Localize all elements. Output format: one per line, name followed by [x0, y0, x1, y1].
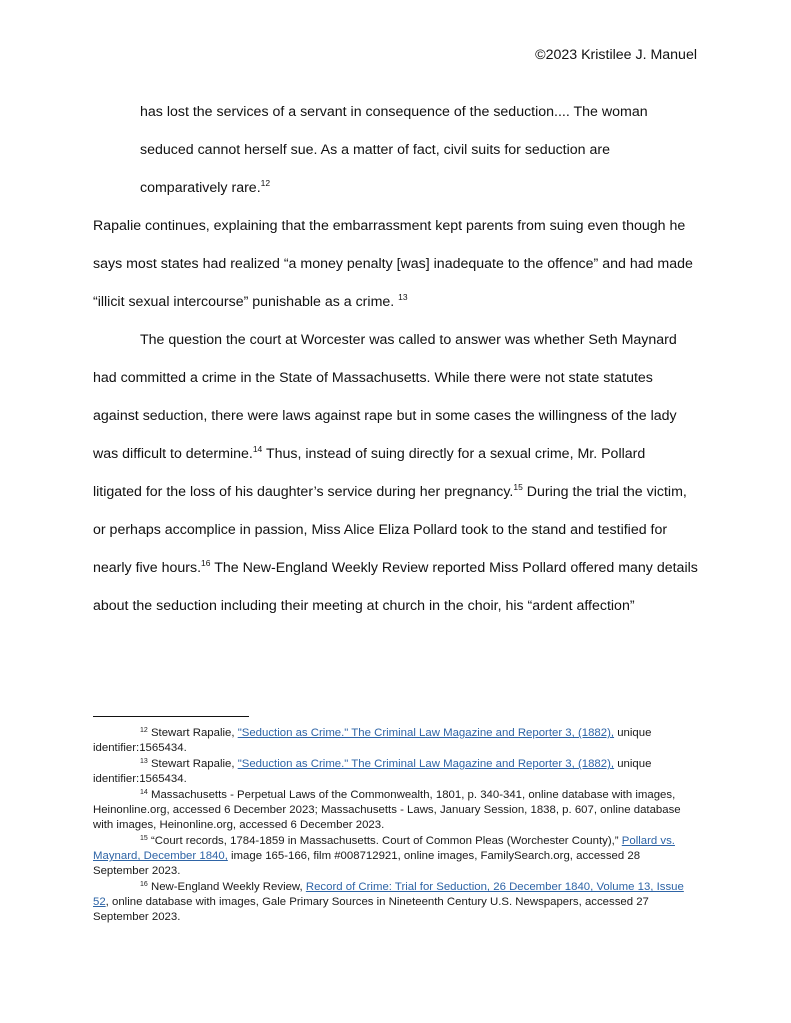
- footnote-14: [140, 788, 675, 802]
- footnote-line: with images, Heinonline.org, accessed 6 December 2023.: [93, 819, 385, 831]
- footnote-ref-12[interactable]: 12: [260, 178, 271, 188]
- paragraph-line: [93, 445, 645, 463]
- footnote-link[interactable]: "Seduction as Crime." The Criminal Law Magazine and Reporter 3, (1882),: [237, 727, 615, 739]
- footnote-separator: [93, 716, 249, 717]
- footnote-link[interactable]: Maynard, December 1840,: [93, 850, 228, 862]
- quote-line: seduced cannot herself sue. As a matter of fact, civil suits for seduction are: [140, 142, 611, 158]
- footnote-text: unique: [614, 727, 652, 739]
- footnote-number: 15: [140, 835, 148, 842]
- quote-line: has lost the services of a servant in consequence of the seduction.... The woman: [140, 104, 648, 120]
- footnote-line: [93, 849, 640, 863]
- paragraph-line: had committed a crime in the State of Massachusetts. While there were not state statutes: [93, 370, 653, 386]
- paragraph-line: [93, 483, 687, 501]
- paragraph-text: During the trial the victim,: [522, 484, 687, 500]
- footnote-text: unique: [614, 758, 652, 770]
- footnote-link[interactable]: 52: [93, 896, 106, 908]
- footnote-16: [140, 880, 684, 894]
- footnote-line: Heinonline.org, accessed 6 December 2023; Massachusetts - Laws, January Session, 1838, p. 607, online database: [93, 804, 681, 816]
- footnote-link[interactable]: Record of Crime: Trial for Seduction, 26 December 1840, Volume 13, Issue: [305, 881, 684, 893]
- footnote-12: [140, 726, 651, 740]
- paragraph-line: against seduction, there were laws against rape but in some cases the willingness of the lady: [93, 408, 677, 424]
- paragraph-text: “illicit sexual intercourse” punishable as a crime.: [93, 294, 399, 310]
- quote-text: comparatively rare.: [140, 180, 261, 196]
- footnote-line: September 2023.: [93, 865, 181, 877]
- footnote-number: 13: [140, 758, 148, 765]
- paragraph-line: about the seduction including their meeting at church in the choir, his “ardent affection”: [93, 598, 635, 614]
- footnote-number: 16: [140, 881, 148, 888]
- footnote-ref-16[interactable]: 16: [201, 558, 211, 568]
- copyright-header: ©2023 Kristilee J. Manuel: [535, 47, 697, 63]
- paragraph-text: was difficult to determine.: [93, 446, 253, 462]
- footnote-link[interactable]: "Seduction as Crime." The Criminal Law Magazine and Reporter 3, (1882),: [237, 758, 615, 770]
- footnote-text: Massachusetts - Perpetual Laws of the Commonwealth, 1801, p. 340-341, online database with images,: [147, 789, 676, 801]
- paragraph-text: litigated for the loss of his daughter’s service during her pregnancy.: [93, 484, 514, 500]
- paragraph-line: [93, 293, 408, 311]
- footnote-15: [140, 834, 675, 848]
- paragraph-line: or perhaps accomplice in passion, Miss Alice Eliza Pollard took to the stand and testified for: [93, 522, 668, 538]
- footnote-ref-14[interactable]: 14: [252, 444, 263, 454]
- footnote-text: Stewart Rapalie,: [147, 758, 238, 770]
- footnote-13: [140, 757, 651, 771]
- footnote-link[interactable]: Pollard vs.: [621, 835, 675, 847]
- quote-line: [140, 179, 270, 197]
- footnote-line: identifier:1565434.: [93, 773, 187, 785]
- footnote-line: [93, 895, 649, 909]
- paragraph-line: Rapalie continues, explaining that the embarrassment kept parents from suing even though he: [93, 218, 686, 234]
- footnote-ref-15[interactable]: 15: [513, 482, 523, 492]
- footnote-text: “Court records, 1784-1859 in Massachusetts. Court of Common Pleas (Worchester County),”: [147, 835, 622, 847]
- paragraph-line: [93, 559, 698, 577]
- footnote-text: image 165-166, film #008712921, online images, FamilySearch.org, accessed 28: [227, 850, 641, 862]
- paragraph-line: says most states had realized “a money penalty [was] inadequate to the offence” and had made: [93, 256, 693, 272]
- footnote-line: September 2023.: [93, 911, 181, 923]
- paragraph-text: nearly five hours.: [93, 560, 202, 576]
- footnote-text: , online database with images, Gale Primary Sources in Nineteenth Century U.S. Newspapers, accessed 27: [105, 896, 649, 908]
- footnote-text: New-England Weekly Review,: [147, 881, 306, 893]
- footnote-ref-13[interactable]: 13: [398, 292, 408, 302]
- footnote-number: 14: [140, 789, 148, 796]
- footnote-text: Stewart Rapalie,: [147, 727, 238, 739]
- paragraph-text: The New-England Weekly Review reported Miss Pollard offered many details: [210, 560, 698, 576]
- footnote-line: identifier:1565434.: [93, 742, 187, 754]
- paragraph-text: Thus, instead of suing directly for a sexual crime, Mr. Pollard: [262, 446, 646, 462]
- paragraph-line: The question the court at Worcester was called to answer was whether Seth Maynard: [140, 332, 677, 348]
- footnote-number: 12: [140, 727, 148, 734]
